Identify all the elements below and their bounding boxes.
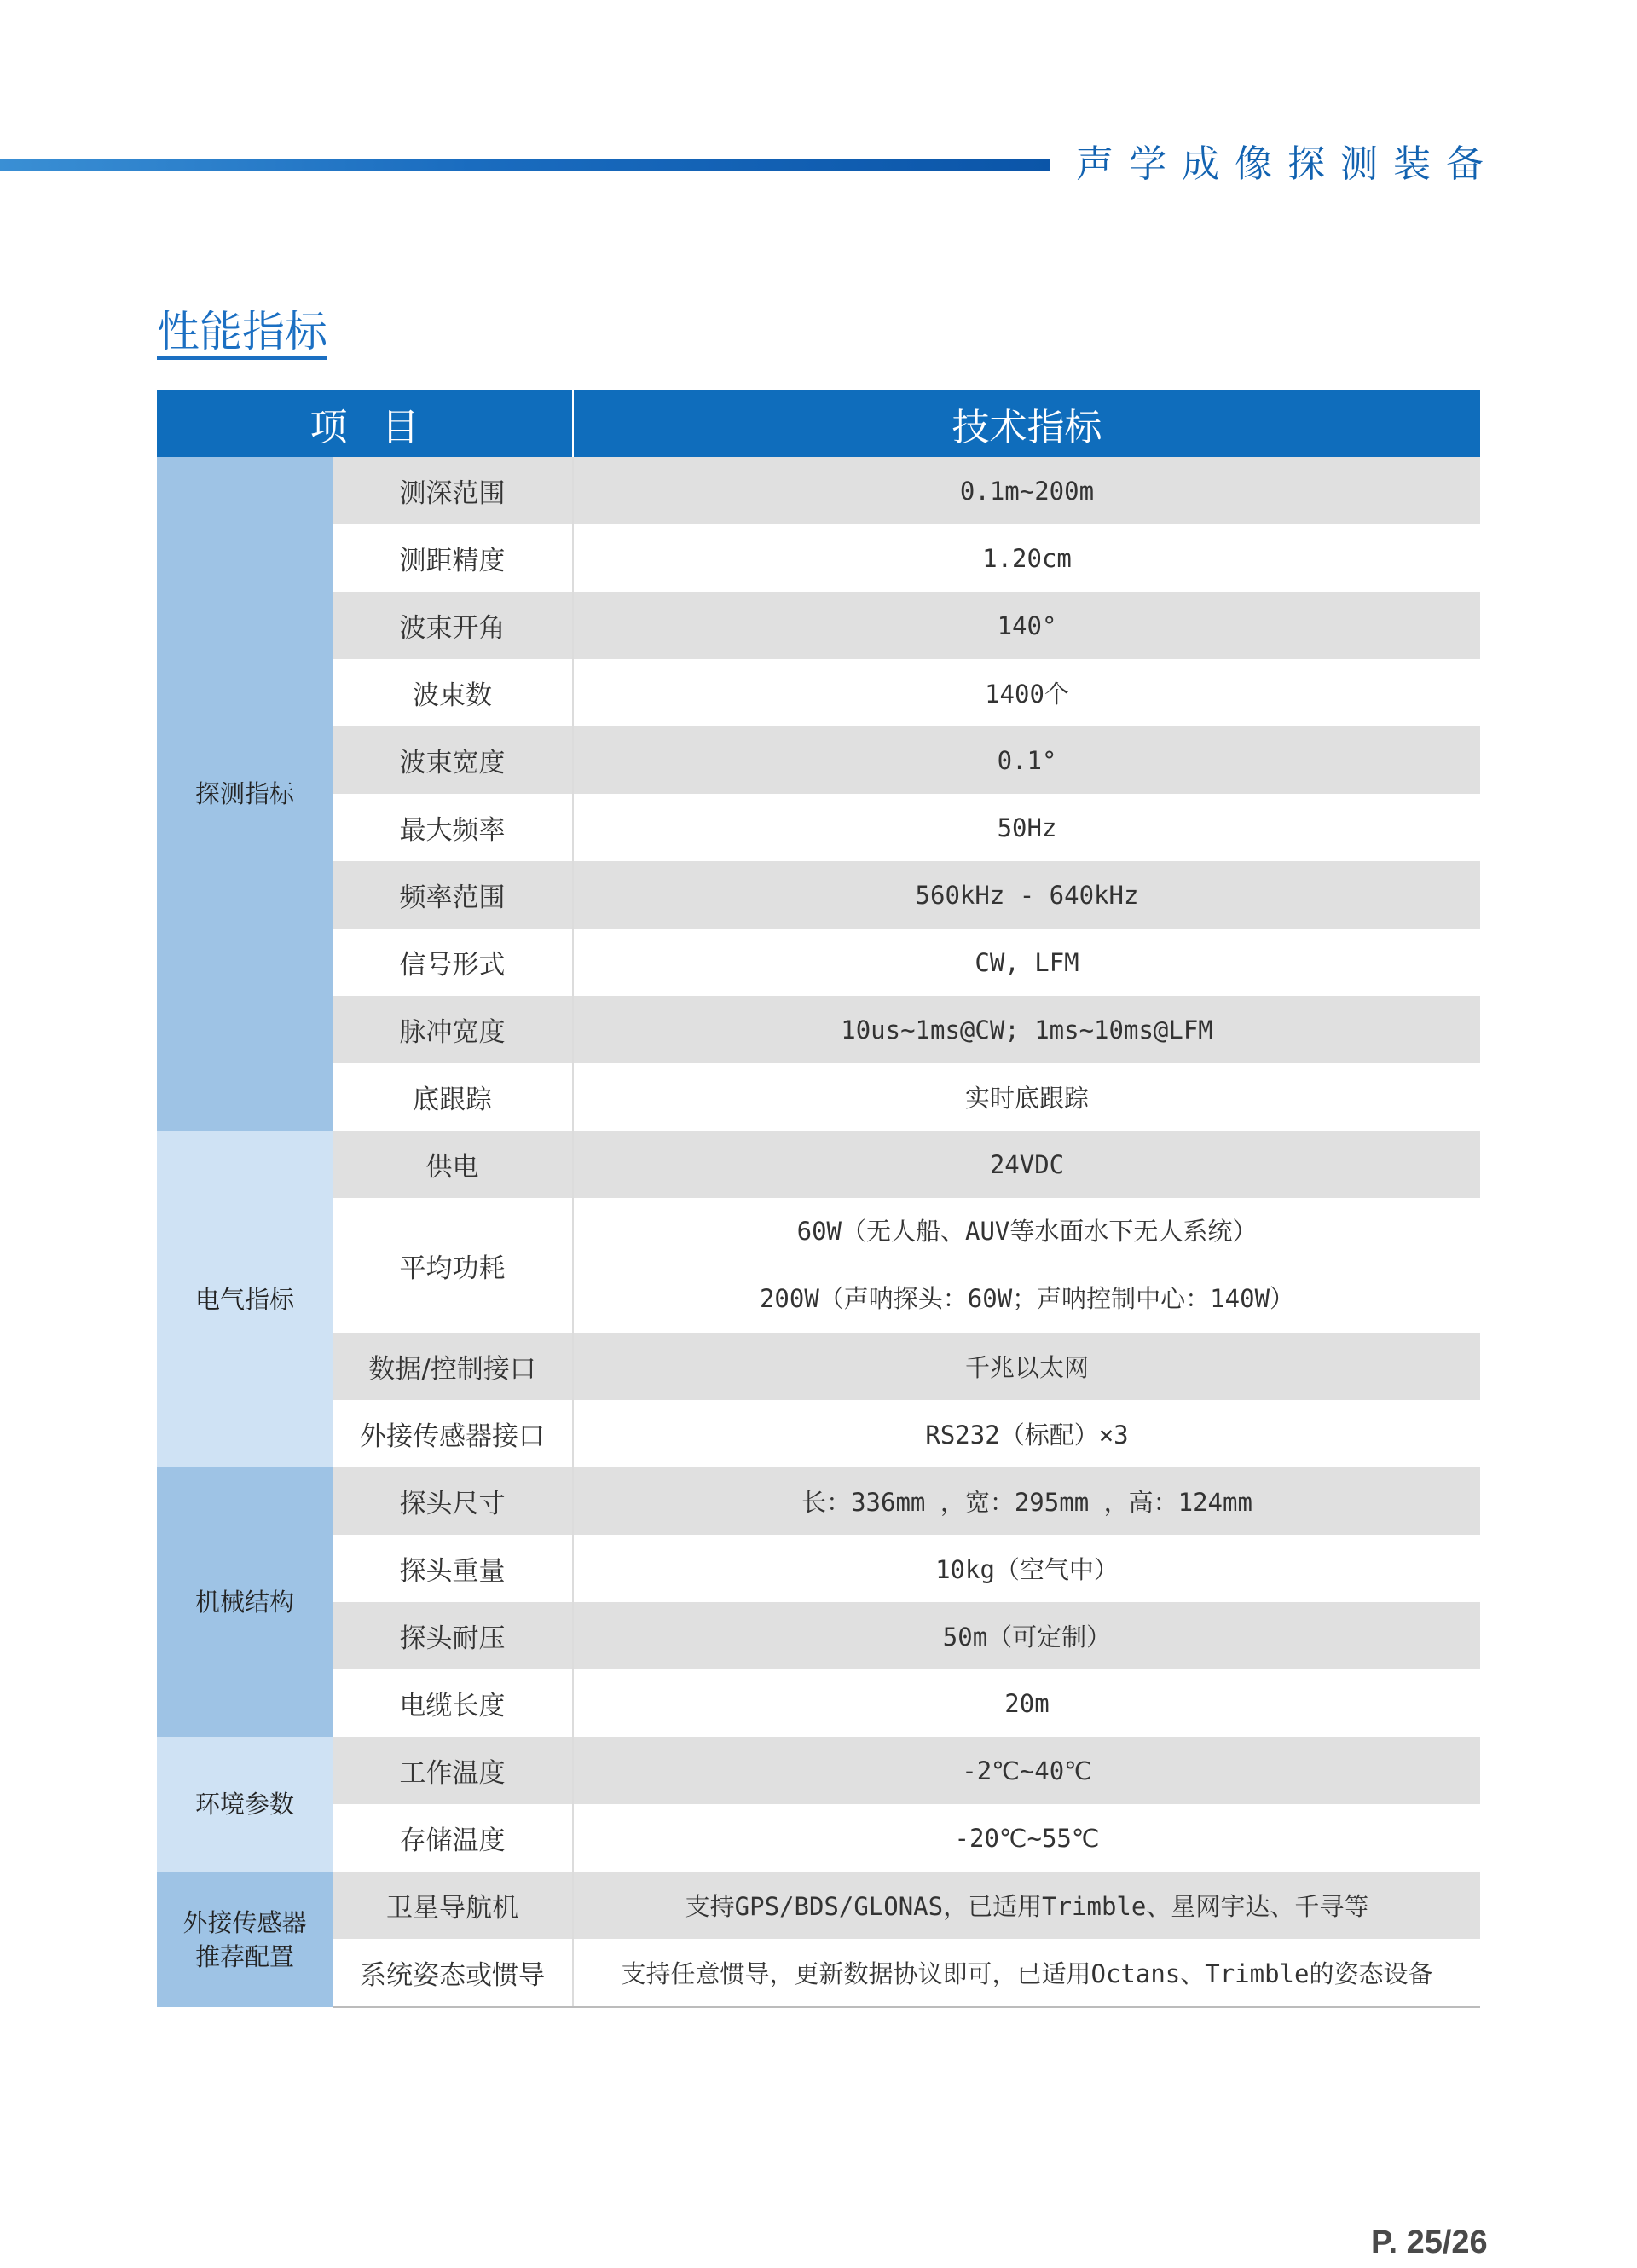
spec-table — [157, 390, 1480, 2008]
item-cell: 供电 — [333, 1131, 573, 1198]
table-row — [157, 794, 1480, 861]
section-title: 性能指标 — [157, 307, 327, 356]
table-row — [157, 457, 1480, 524]
table-row — [157, 592, 1480, 659]
table-row — [157, 1737, 1480, 1804]
value-cell: -2℃~40℃ — [573, 1737, 1480, 1804]
value-cell: 支持任意惯导，更新数据协议即可，已适用Octans、Trimble的姿态设备 — [573, 1939, 1480, 2007]
item-cell: 波束宽度 — [333, 726, 573, 794]
value-cell: -20℃~55℃ — [573, 1804, 1480, 1872]
table-row — [157, 1063, 1480, 1131]
value-cell: 0.1m~200m — [573, 457, 1480, 524]
item-cell: 探头重量 — [333, 1535, 573, 1602]
group-label: 环境参数 — [157, 1737, 333, 1872]
table-row — [157, 524, 1480, 592]
table-row — [157, 1804, 1480, 1872]
value-cell: 20m — [573, 1669, 1480, 1737]
item-cell: 电缆长度 — [333, 1669, 573, 1737]
group-label — [157, 1872, 333, 2007]
group-label: 机械结构 — [157, 1467, 333, 1737]
item-cell: 测深范围 — [333, 457, 573, 524]
item-cell: 探头尺寸 — [333, 1467, 573, 1535]
item-cell: 波束数 — [333, 659, 573, 726]
item-cell: 存储温度 — [333, 1804, 573, 1872]
value-cell: CW, LFM — [573, 929, 1480, 996]
value-cell: 支持GPS/BDS/GLONAS，已适用Trimble、星网宇达、千寻等 — [573, 1872, 1480, 1939]
value-cell: 1.20cm — [573, 524, 1480, 592]
page-number: P. 25/26 — [1371, 2225, 1488, 2260]
value-cell: 10us~1ms@CW; 1ms~10ms@LFM — [573, 996, 1480, 1063]
value-cell: RS232（标配）×3 — [573, 1400, 1480, 1467]
table-row — [157, 996, 1480, 1063]
item-cell: 卫星导航机 — [333, 1872, 573, 1939]
value-cell: 140° — [573, 592, 1480, 659]
group-label-line: 外接传感器 — [182, 1907, 307, 1937]
value-cell: 24VDC — [573, 1131, 1480, 1198]
value-cell: 10kg（空气中） — [573, 1535, 1480, 1602]
item-cell: 最大频率 — [333, 794, 573, 861]
item-cell: 测距精度 — [333, 524, 573, 592]
item-cell: 信号形式 — [333, 929, 573, 996]
table-row — [157, 1939, 1480, 2007]
table-row — [157, 1198, 1480, 1333]
item-cell: 探头耐压 — [333, 1602, 573, 1669]
table-row — [157, 1467, 1480, 1535]
table-row — [157, 861, 1480, 929]
header-spec: 技术指标 — [573, 390, 1480, 457]
value-cell: 0.1° — [573, 726, 1480, 794]
brand-title: 声学成像探测装备 — [1076, 142, 1499, 186]
item-cell: 系统姿态或惯导 — [333, 1939, 573, 2007]
value-cell: 千兆以太网 — [573, 1333, 1480, 1400]
value-cell: 560kHz - 640kHz — [573, 861, 1480, 929]
group-label-line: 推荐配置 — [194, 1941, 294, 1971]
value-cell: 50m（可定制） — [573, 1602, 1480, 1669]
item-cell: 外接传感器接口 — [333, 1400, 573, 1467]
value-cell: 实时底跟踪 — [573, 1063, 1480, 1131]
value-cell-multiline — [573, 1198, 1480, 1333]
group-label: 电气指标 — [157, 1131, 333, 1467]
value-cell: 1400个 — [573, 659, 1480, 726]
table-row — [157, 1602, 1480, 1669]
header-item: 项目 — [157, 390, 573, 457]
table-row — [157, 726, 1480, 794]
value-cell: 长：336mm ，宽：295mm ，高：124mm — [573, 1467, 1480, 1535]
value-line: 60W（无人船、AUV等水面水下无人系统） — [796, 1217, 1258, 1246]
table-row — [157, 1131, 1480, 1198]
item-cell: 频率范围 — [333, 861, 573, 929]
table-row — [157, 659, 1480, 726]
section-title-underline — [157, 356, 327, 360]
table-header-row — [157, 390, 1480, 457]
item-cell: 底跟踪 — [333, 1063, 573, 1131]
item-cell: 波束开角 — [333, 592, 573, 659]
table-row — [157, 1333, 1480, 1400]
item-cell: 平均功耗 — [333, 1198, 573, 1333]
table-row — [157, 1872, 1480, 1939]
header-accent-bar — [0, 159, 1050, 171]
item-cell: 工作温度 — [333, 1737, 573, 1804]
table-row — [157, 1669, 1480, 1737]
item-cell: 脉冲宽度 — [333, 996, 573, 1063]
value-cell: 50Hz — [573, 794, 1480, 861]
table-row — [157, 1400, 1480, 1467]
item-cell: 数据/控制接口 — [333, 1333, 573, 1400]
table-row — [157, 929, 1480, 996]
table-row — [157, 1535, 1480, 1602]
value-line: 200W（声呐探头：60W；声呐控制中心：140W） — [759, 1284, 1295, 1313]
group-label: 探测指标 — [157, 457, 333, 1131]
